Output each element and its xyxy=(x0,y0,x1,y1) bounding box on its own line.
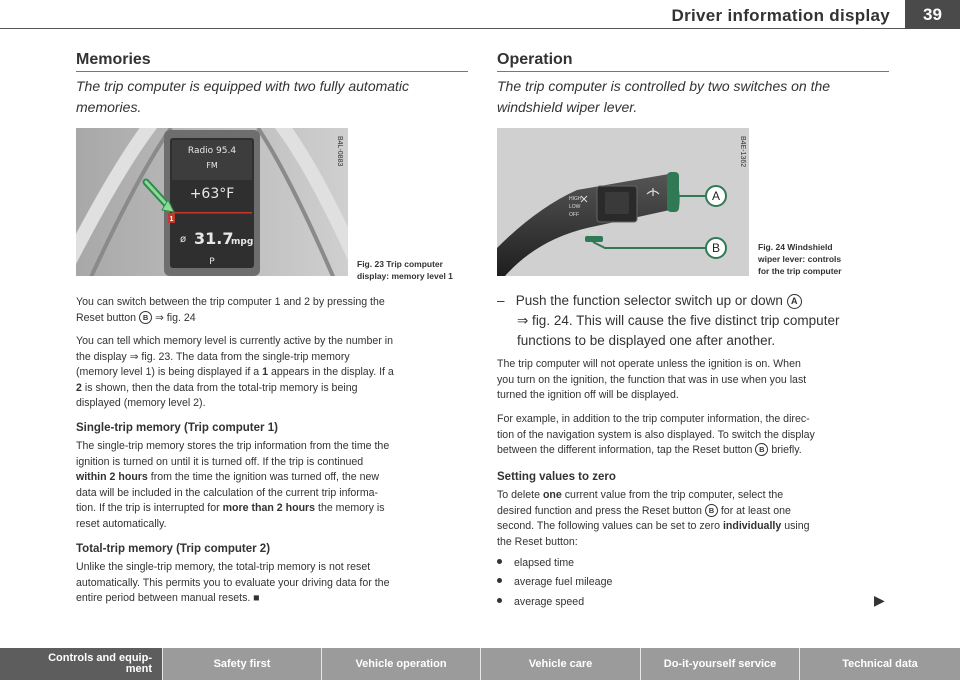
tab-vehicle-operation[interactable] xyxy=(322,648,481,680)
section-rule-left xyxy=(76,71,468,72)
text-span: using xyxy=(784,520,810,532)
text-line: ignition is turned on until it is turned off. If the trip is continued xyxy=(76,455,364,468)
text-bold: 1 xyxy=(262,366,268,378)
subhead-total-trip: Total-trip memory (Trip computer 2) xyxy=(76,543,271,555)
text-bold: one xyxy=(542,489,562,501)
text-line xyxy=(497,519,897,535)
text-bold: individually xyxy=(722,520,782,532)
bullet-dot xyxy=(497,598,502,603)
tab-label: Controls and equip- xyxy=(48,652,152,664)
bullet-text: average speed xyxy=(514,596,585,608)
text-line: reset automatically. xyxy=(76,517,167,530)
bullet-item xyxy=(497,576,612,588)
continue-arrow-icon: ▶ xyxy=(874,592,885,608)
text-line: displayed (memory level 2). xyxy=(76,397,206,409)
figure-23-caption xyxy=(357,258,453,282)
section-title-memories: Memories xyxy=(76,51,151,68)
display-radio-text: Radio 95.4 xyxy=(187,146,237,156)
figure-24-wiper-lever xyxy=(497,128,749,276)
paragraph-zero xyxy=(497,488,897,550)
text-bold: within 2 hours xyxy=(76,471,148,483)
text-span: Push the function selector switch up or down xyxy=(515,293,783,308)
reset-button-ref: B xyxy=(139,311,152,324)
display-gear: P xyxy=(209,257,215,267)
text-line: functions to be displayed one after another. xyxy=(517,333,776,348)
text-line: The single-trip memory stores the trip information from the time the xyxy=(76,440,390,452)
text-span: tion. If the trip is interrupted for xyxy=(76,502,220,514)
text-span: from the time the ignition was turned off, the new xyxy=(150,471,380,483)
instrument-cluster-illustration xyxy=(76,128,348,276)
tab-label: Vehicle care xyxy=(528,658,593,670)
text-line: You can tell which memory level is currently active by the number in xyxy=(76,335,393,347)
text-line: You can switch between the trip computer 1 and 2 by pressing the xyxy=(76,296,385,308)
text-span: ⇒ fig. 24 xyxy=(154,311,196,324)
text-span: current value from the trip computer, select the xyxy=(564,489,784,501)
lever-reset-label: RESET xyxy=(581,230,598,236)
text-span: is shown, then the data from the total-trip memory is being xyxy=(84,381,358,394)
text-line: The trip computer will not operate unless the ignition is on. When xyxy=(497,358,801,370)
bullet-dot xyxy=(497,559,502,564)
paragraph-ignition xyxy=(497,357,897,404)
caption-line: display: memory level 1 xyxy=(357,271,453,281)
text-line xyxy=(497,488,897,504)
text-line: ⇒ fig. 24. This will cause the five distinct trip computer xyxy=(517,313,840,328)
text-span: between the different information, tap the Reset button xyxy=(497,444,753,456)
tab-label: Vehicle operation xyxy=(355,658,447,670)
display-band-text: FM xyxy=(206,161,218,170)
figure-24-caption xyxy=(758,241,842,277)
caption-line: Fig. 23 Trip computer xyxy=(357,259,443,269)
wiper-lever-illustration xyxy=(497,128,749,276)
bullet-text: average fuel mileage xyxy=(514,576,613,588)
paragraph-navigation xyxy=(497,412,897,459)
paragraph-single-trip xyxy=(76,439,476,532)
lead-operation: The trip computer is controlled by two switches on the windshield wiper lever. xyxy=(497,78,831,115)
lever-low-label: LOW xyxy=(569,204,581,210)
reset-button-ref: B xyxy=(705,504,718,517)
display-value: 31.7 xyxy=(194,229,234,248)
bullet-item xyxy=(497,557,574,569)
text-span: second. The following values can be set to zero xyxy=(497,520,720,532)
text-line xyxy=(497,443,897,459)
text-span: To delete xyxy=(497,489,540,501)
instruction-step xyxy=(497,291,897,351)
text-line xyxy=(76,470,476,486)
lever-off-label: OFF xyxy=(569,212,579,218)
tab-label: Do-it-yourself service xyxy=(663,658,777,670)
callout-a-label: A xyxy=(711,189,721,203)
figure-code-left: B4L-0883 xyxy=(336,136,343,167)
paragraph-memory-level xyxy=(76,334,476,412)
tab-controls-and-equipment[interactable] xyxy=(0,648,163,680)
text-line: the display ⇒ fig. 23. The data from the single-trip memory xyxy=(76,350,350,363)
caption-line: Fig. 24 Windshield xyxy=(758,242,833,252)
subhead-single-trip: Single-trip memory (Trip computer 1) xyxy=(76,422,278,434)
display-symbol: ø xyxy=(180,234,187,245)
text-line: you turn on the ignition, the function that was in use when you last xyxy=(497,373,807,386)
reset-button-ref: B xyxy=(755,443,768,456)
bullet-text: elapsed time xyxy=(514,557,575,569)
text-line: data will be included in the calculation of the current trip informa- xyxy=(76,486,379,499)
text-line: turned the ignition off will be displayed. xyxy=(497,389,679,401)
chapter-tab-bar xyxy=(0,648,960,680)
tab-vehicle-care[interactable] xyxy=(481,648,641,680)
section-rule-right xyxy=(497,71,889,72)
running-header: Driver information display xyxy=(671,6,890,25)
text-line xyxy=(497,291,897,311)
tab-do-it-yourself-service[interactable] xyxy=(641,648,800,680)
callout-b-label: B xyxy=(711,241,721,255)
text-span: for at least one xyxy=(720,504,791,517)
text-span: desired function and press the Reset button xyxy=(497,504,702,517)
text-line: entire period between manual resets. ■ xyxy=(76,592,260,604)
text-line: For example, in addition to the trip computer information, the direc- xyxy=(497,413,810,425)
text-line xyxy=(76,311,476,327)
step-dash: – xyxy=(497,293,505,308)
subhead-setting-zero: Setting values to zero xyxy=(497,471,616,483)
header-rule xyxy=(0,28,905,29)
paragraph-total-trip xyxy=(76,560,476,607)
bullet-item xyxy=(497,596,584,608)
tab-safety-first[interactable] xyxy=(163,648,322,680)
text-line: the Reset button: xyxy=(497,535,578,548)
text-span: (memory level 1) is being displayed if a xyxy=(76,366,260,378)
tab-label: Safety first xyxy=(213,658,271,670)
caption-line: wiper lever: controls xyxy=(758,254,842,264)
lead-memories: The trip computer is equipped with two fully automatic memories. xyxy=(76,78,410,115)
display-temp-text: +63°F xyxy=(189,186,235,202)
page-number: 39 xyxy=(905,0,960,29)
text-line: tion of the navigation system is also displayed. To switch the display xyxy=(497,428,815,441)
tab-label: ment xyxy=(125,663,152,675)
selector-switch-ref: A xyxy=(787,294,802,309)
text-span: Reset button xyxy=(76,311,137,324)
text-line: automatically. This permits you to evaluate your driving data for the xyxy=(76,576,390,589)
tab-label: Technical data xyxy=(842,658,918,670)
text-line xyxy=(76,381,476,397)
lever-high-label: HIGH xyxy=(569,196,582,202)
text-span: appears in the display. If a xyxy=(270,366,394,378)
text-line: Unlike the single-trip memory, the total-trip memory is not reset xyxy=(76,561,371,573)
text-line xyxy=(497,504,897,520)
memory-level-indicator: 1 xyxy=(169,216,174,223)
text-line xyxy=(76,501,476,517)
figure-code-right: B4E-1362 xyxy=(739,136,746,168)
text-bold: more than 2 hours xyxy=(222,502,316,514)
tab-technical-data[interactable] xyxy=(800,648,960,680)
figure-23-display xyxy=(76,128,348,276)
bullet-dot xyxy=(497,578,502,583)
paragraph-switch xyxy=(76,295,476,326)
display-unit: mpg xyxy=(231,237,254,247)
text-span: briefly. xyxy=(771,444,802,456)
caption-line: for the trip computer xyxy=(758,266,842,276)
text-bold: 2 xyxy=(76,381,82,394)
text-span: the memory is xyxy=(318,502,385,514)
section-title-operation: Operation xyxy=(497,51,573,68)
text-line xyxy=(76,365,476,381)
